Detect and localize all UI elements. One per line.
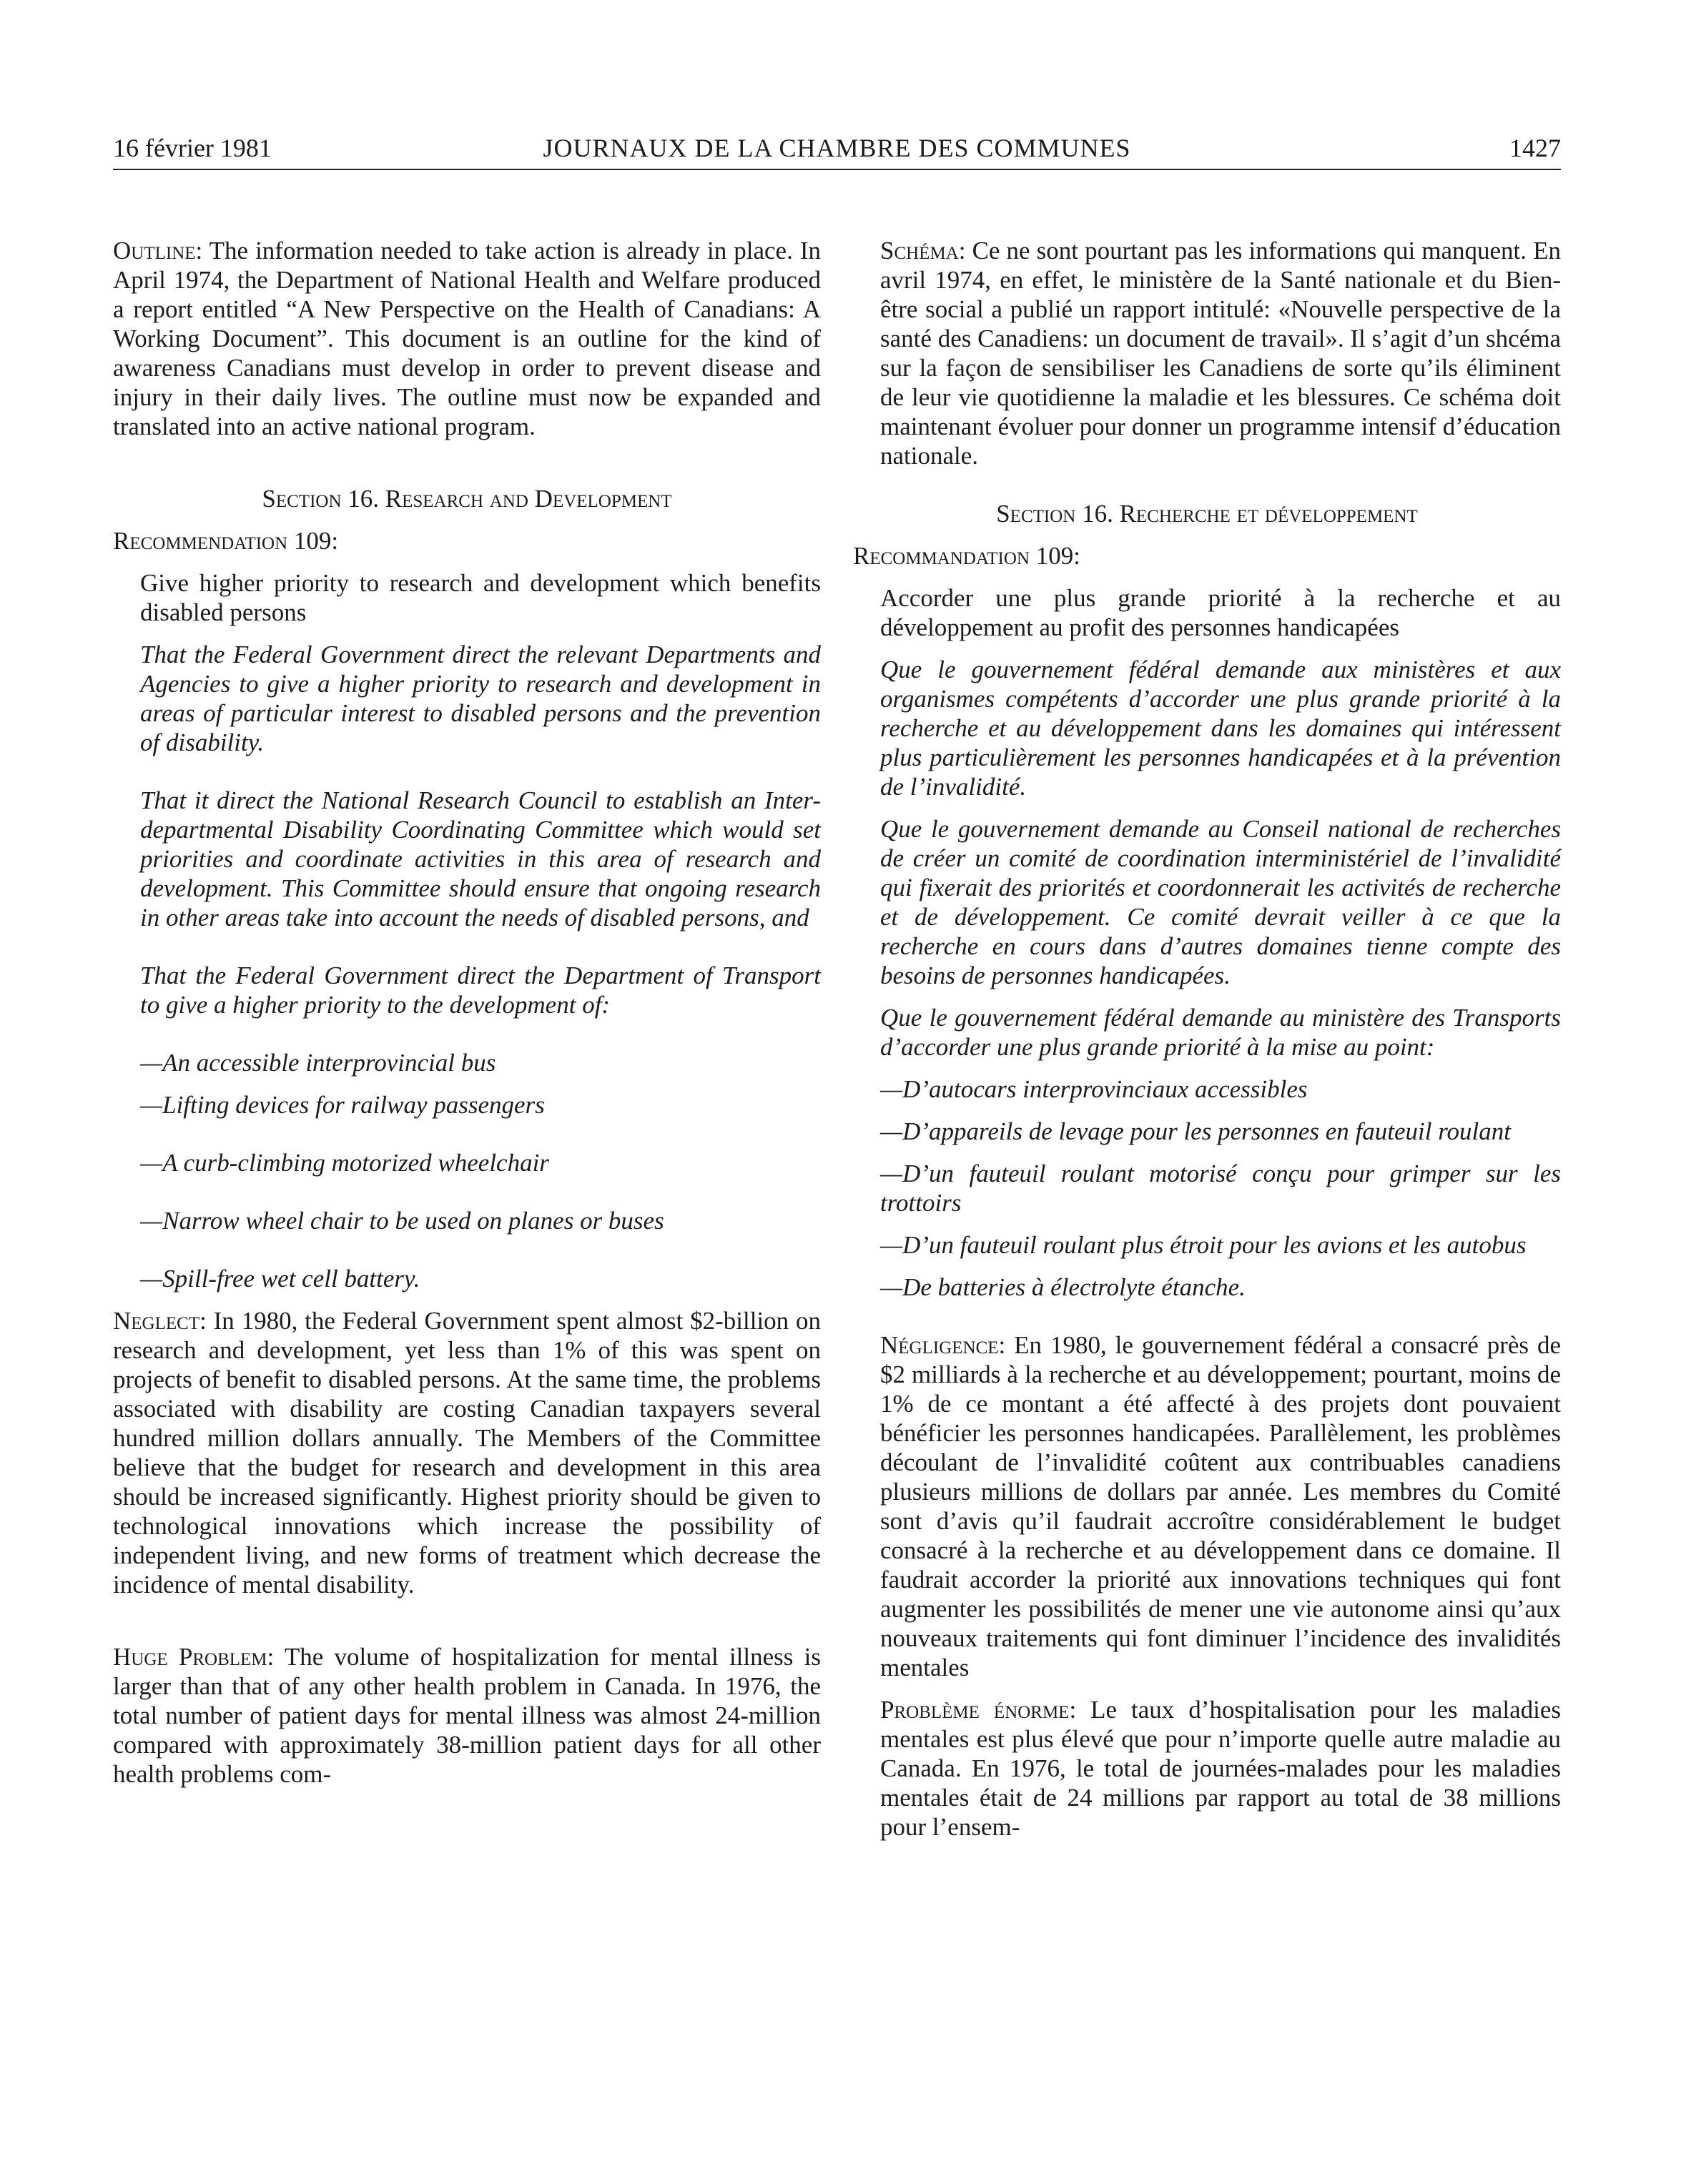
list-item: —Narrow wheel chair to be used on planes or buses bbox=[140, 1207, 664, 1235]
schema-text: Ce ne sont pourtant pas les informations qui manquent. En avril 1974, en effet, le ministère de la Santé nationale et du Bien-être social a publié un rapport intitulé: «Nouvelle perspective de la santé des Canadiens: un document de travail». Il s’agit d’un shcéma sur la façon de sensibiliser les Canadiens de sorte qu’ils éliminent de leur vie quotidienne la maladie et les blessures. Ce schéma doit maintenant évoluer pour donner un programme intensif d’éducation nationale. bbox=[880, 237, 1561, 470]
list-item: —Lifting devices for railway passengers bbox=[140, 1091, 545, 1119]
recommendation-para-1: That the Federal Government direct the relevant Departments and Agencies to give a higher priority to research and development in areas of particular interest to disabled persons and the prevention of disability. bbox=[140, 641, 821, 756]
section-heading: Section 16. Research and Development bbox=[262, 485, 672, 513]
negligence-text: En 1980, le gouvernement fédéral a consacré près de $2 milliards à la recherche et au développement; pourtant, moins de 1% de ce montant a été affecté à des projets dont pouvaient bénéficier les personnes handicapées. Parallèlement, les problèmes découlant de l’invalidité coûtent aux contribuables canadiens plusieurs millions de dollars par année. Les membres du Comité sont d’avis qu’il faudrait accroître considérablement le budget consacré à la recherche et au développement dans ce domaine. Il faudrait accorder la priorité aux innovations techniques qui font augmenter les possibilités de mener une vie autonome ainsi qu’aux nouveaux traitements qui font diminuer l’incidence des invalidités mentales bbox=[880, 1331, 1561, 1681]
list-item-fr: —D’appareils de levage pour les personnes en fauteuil roulant bbox=[880, 1117, 1512, 1145]
list-item-fr: —D’autocars interprovinciaux accessibles bbox=[880, 1075, 1308, 1103]
list-item: —An accessible interprovincial bus bbox=[140, 1049, 496, 1077]
header-title: JOURNAUX DE LA CHAMBRE DES COMMUNES bbox=[543, 134, 1131, 162]
french-column bbox=[853, 236, 1561, 1842]
page-number: 1427 bbox=[1509, 134, 1561, 162]
huge-problem-text: The volume of hospitalization for mental illness is larger than that of any other health problem in Canada. In 1976, the total number of patient days for mental illness was almost 24-million compared with approximately 38-million patient days for all other health problems com- bbox=[113, 1643, 821, 1788]
recommandation-para-1: Que le gouvernement fédéral demande aux ministères et aux organismes compétents d’accorder une plus grande priorité à la recherche et au développement dans les domaines qui intéressent plus particulièrement les personnes handicapées et à la prévention de l’invalidité. bbox=[880, 656, 1561, 801]
list-item-fr: —D’un fauteuil roulant motorisé conçu pour grimper sur les trottoirs bbox=[880, 1160, 1561, 1217]
list-item: —A curb-climbing motorized wheelchair bbox=[140, 1149, 549, 1177]
huge-problem-paragraph bbox=[113, 1642, 821, 1789]
recommandation-label: Recommandation 109: bbox=[853, 542, 1080, 570]
list-item: —Spill-free wet cell battery. bbox=[140, 1265, 420, 1293]
recommandation-para-3: Que le gouvernement fédéral demande au ministère des Transports d’accorder une plus grande priorité à la mise au point: bbox=[880, 1004, 1561, 1061]
list-item-fr: —D’un fauteuil roulant plus étroit pour les avions et les autobus bbox=[880, 1231, 1527, 1259]
recommendation-summary: Give higher priority to research and development which benefits disabled persons bbox=[140, 569, 821, 626]
probleme-enorme-label: Problème énorme: bbox=[880, 1696, 1077, 1724]
negligence-paragraph bbox=[853, 1330, 1561, 1682]
header-date: 16 février 1981 bbox=[113, 134, 272, 162]
outline-text: The information needed to take action is already in place. In April 1974, the Department of National Health and Welfare produced a report entitled “A New Perspective on the Health of Canadians: A Working Document”. This document is an outline for the kind of awareness Canadians must develop in order to prevent disease and injury in their daily lives. The outline must now be expanded and translated into an active national program. bbox=[113, 237, 821, 440]
page-header bbox=[113, 127, 1561, 170]
recommendation-para-3: That the Federal Government direct the Department of Transport to give a higher priority to the development of: bbox=[140, 962, 821, 1019]
neglect-paragraph bbox=[113, 1306, 821, 1599]
recommandation-para-2: Que le gouvernement demande au Conseil national de recherches de créer un comité de coordination interministériel de l’invalidité qui fixerait des priorités et coordonnerait les activités de recherche et de développement. Ce comité devrait veiller à ce que la recherche en cours dans d’autres domaines tienne compte des besoins de personnes handicapées. bbox=[880, 815, 1561, 989]
neglect-label: Neglect: bbox=[113, 1307, 207, 1335]
huge-problem-label: Huge Problem: bbox=[113, 1643, 275, 1671]
schema-label: Schéma: bbox=[880, 237, 966, 265]
schema-paragraph bbox=[853, 236, 1561, 470]
negligence-label: Négligence: bbox=[880, 1331, 1006, 1359]
probleme-enorme-paragraph bbox=[853, 1695, 1561, 1842]
neglect-text: In 1980, the Federal Government spent almost $2-billion on research and development, yet less than 1% of this was spent on projects of benefit to disabled persons. At the same time, the problems associated with disability are costing Canadian taxpayers several hundred million dollars annually. The Members of the Committee believe that the budget for research and development in this area should be increased significantly. Highest priority should be given to technological innovations which increase the possibility of independent living, and new forms of treatment which decrease the incidence of mental disability. bbox=[113, 1307, 821, 1599]
probleme-enorme-text: Le taux d’hospitalisation pour les maladies mentales est plus élevé que pour n’importe quelle autre maladie au Canada. En 1976, le total de journées-malades pour les maladies mentales était de 24 millions par rapport au total de 38 millions pour l’ensem- bbox=[880, 1696, 1561, 1841]
outline-label: Outline: bbox=[113, 237, 203, 265]
recommandation-summary: Accorder une plus grande priorité à la recherche et au développement au profit des personnes handicapées bbox=[880, 584, 1561, 641]
recommendation-para-2: That it direct the National Research Council to establish an Inter-departmental Disability Coordinating Committee which would set priorities and coordinate activities in this area of research and development. This Committee should ensure that ongoing research in other areas take into account the needs of disabled persons, and bbox=[140, 786, 821, 932]
english-column bbox=[113, 236, 821, 1789]
recommendation-label: Recommendation 109: bbox=[113, 527, 339, 555]
list-item-fr: —De batteries à électrolyte étanche. bbox=[880, 1273, 1246, 1301]
outline-paragraph bbox=[113, 236, 821, 441]
section-heading-fr: Section 16. Recherche et développement bbox=[996, 500, 1418, 528]
